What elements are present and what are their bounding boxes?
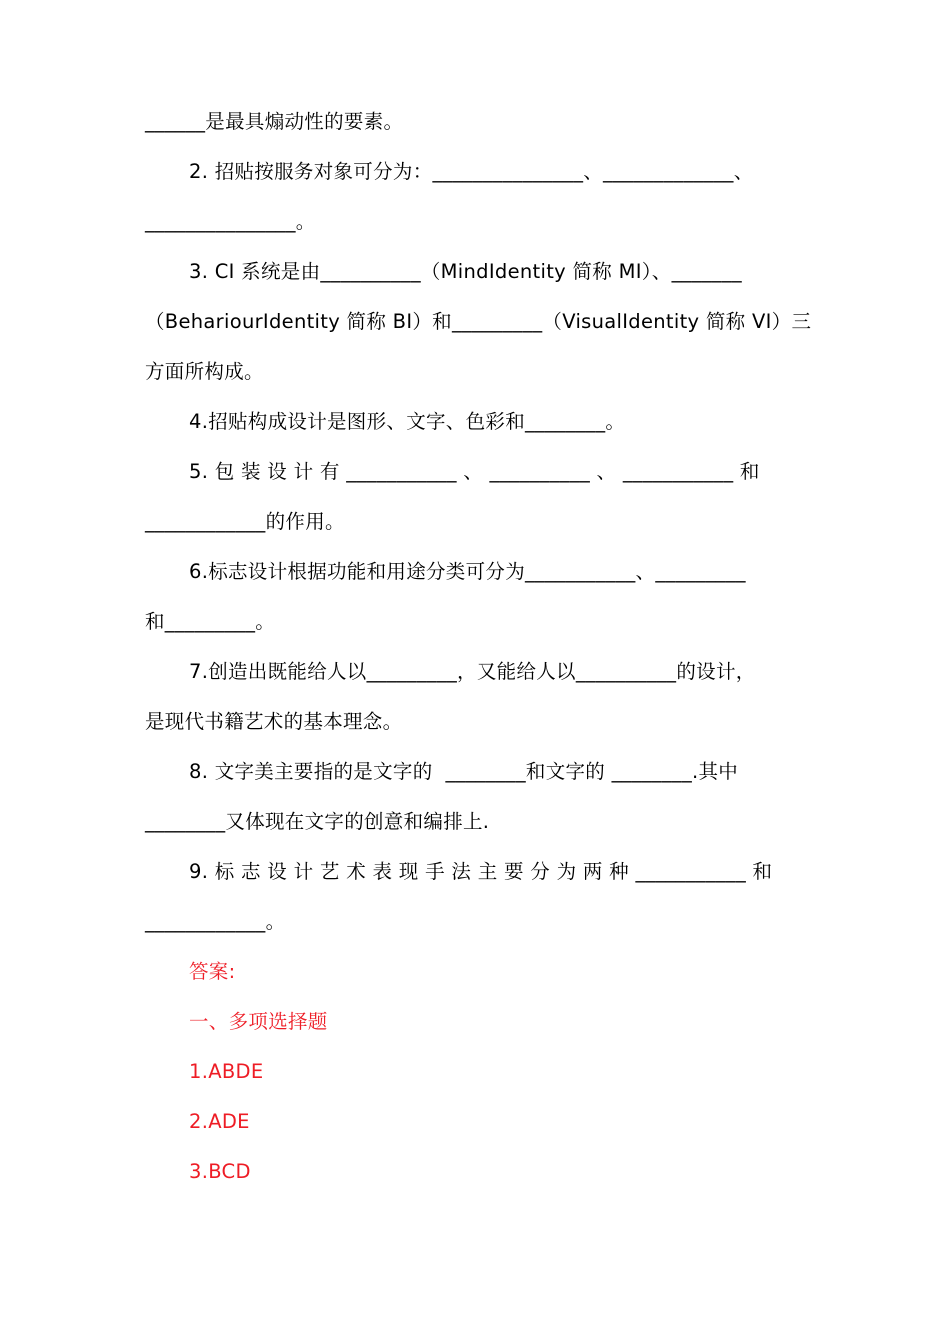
question-3-line-1: 3. CI 系统是由__________（MindIdentity 简称 MI）、_______ xyxy=(189,260,742,283)
answer-item: 3.BCD xyxy=(189,1160,251,1183)
question-8-line-1: 8. 文字美主要指的是文字的 ________和文字的 ________.其中 xyxy=(189,760,739,783)
question-5-line-1: 5. 包 装 设 计 有 ___________ 、 __________ 、 ___________ 和 xyxy=(189,460,760,483)
question-1-continuation: ______是最具煽动性的要素。 xyxy=(145,110,404,133)
answer-item: 2.ADE xyxy=(189,1110,250,1133)
question-7-line-2: 是现代书籍艺术的基本理念。 xyxy=(145,710,403,733)
document-page xyxy=(145,97,812,1197)
question-2-line-1: 2. 招贴按服务对象可分为：_______________、_____________、 xyxy=(189,160,754,183)
question-7-line-1: 7.创造出既能给人以_________，又能给人以__________的设计， xyxy=(189,660,756,683)
question-8-line-2: ________又体现在文字的创意和编排上. xyxy=(145,810,490,833)
question-6-line-2: 和_________。 xyxy=(145,610,276,633)
answers-heading: 答案: xyxy=(189,960,236,983)
answers-section-title: 一、多项选择题 xyxy=(189,1010,328,1033)
question-6-line-1: 6.标志设计根据功能和用途分类可分为___________、_________ xyxy=(189,560,746,583)
question-9-line-1: 9. 标 志 设 计 艺 术 表 现 手 法 主 要 分 为 两 种 ___________ 和 xyxy=(189,860,773,883)
answer-item: 1.ABDE xyxy=(189,1060,264,1083)
question-5-line-2: ____________的作用。 xyxy=(145,510,345,533)
question-4-line-1: 4.招贴构成设计是图形、文字、色彩和________。 xyxy=(189,410,626,433)
question-2-line-2: _______________。 xyxy=(145,210,316,233)
question-9-line-2: ____________。 xyxy=(145,910,286,933)
question-3-line-2: （BehariourIdentity 简称 BI）和_________（VisualIdentity 简称 VI）三 xyxy=(145,310,812,333)
question-3-line-3: 方面所构成。 xyxy=(145,360,264,383)
